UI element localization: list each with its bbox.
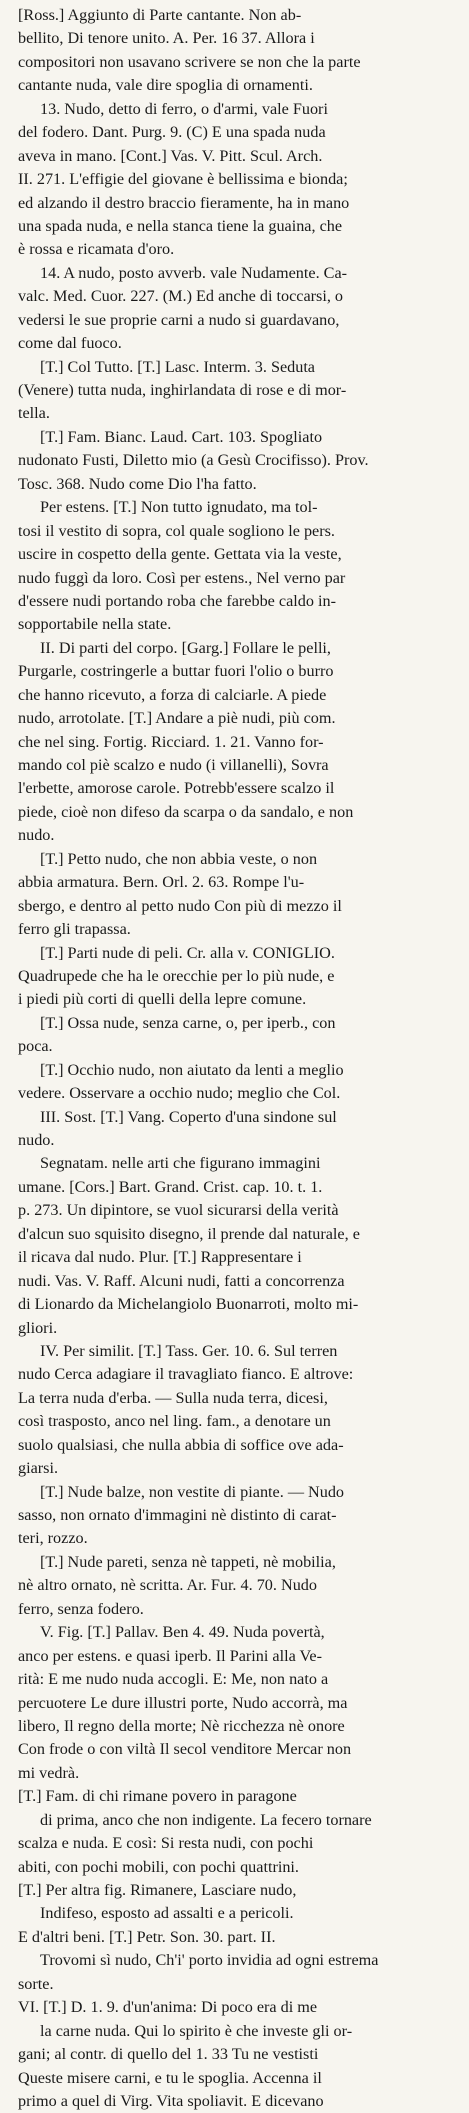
text-line: [Ross.] Aggiunto di Parte cantante. Non ab-: [18, 6, 302, 24]
text-line: nudo.: [18, 826, 55, 845]
text-line: primo a quel di Virg. Vita spoliavit. E dicevano: [18, 2091, 324, 2110]
text-line: nudo fuggì da loro. Così per estens., Nel verno par: [18, 568, 346, 587]
text-line: sbergo, e dentro al petto nudo Con più di mezzo il: [18, 896, 342, 915]
text-column: [18, 4, 460, 2113]
text-line: III. Sost. [T.] Vang. Coperto d'una sindone sul: [40, 1107, 337, 1126]
text-line: VI. [T.] D. 1. 9. d'un'anima: Di poco era di me: [18, 1998, 318, 2017]
text-line: uscire in cospetto della gente. Gettata via la veste,: [18, 545, 342, 564]
text-line: d'essere nudi portando roba che farebbe caldo in-: [18, 591, 336, 610]
text-line: giarsi.: [18, 1459, 59, 1478]
text-line: tosi il vestito di sopra, col quale sogliono le pers.: [18, 521, 335, 540]
text-line: La terra nuda d'erba. — Sulla nuda terra, dicesi,: [18, 1388, 328, 1407]
text-line: sorte.: [18, 1974, 54, 1993]
text-line: ferro, senza fodero.: [18, 1599, 144, 1618]
text-line: valc. Med. Cuor. 227. (M.) Ed anche di toccarsi, o: [18, 287, 344, 306]
text-line: nè altro ornato, nè scritta. Ar. Fur. 4. 70. Nudo: [18, 1576, 317, 1595]
text-line: d'alcun suo squisito disegno, il prende dal naturale, e: [18, 1224, 360, 1243]
text-line: II. Di parti del corpo. [Garg.] Follare le pelli,: [40, 638, 331, 657]
text-line: è rossa e ricamata d'oro.: [18, 240, 175, 259]
text-line: che nel sing. Fortig. Ricciard. 1. 21. Vanno for-: [18, 732, 324, 751]
text-line: l'erbette, amorose carole. Potrebb'essere scalzo il: [18, 779, 335, 798]
text-line: gani; al contr. di quello del 1. 33 Tu ne vestisti: [18, 2045, 319, 2064]
text-line: poca.: [18, 1037, 53, 1056]
text-line: così trasposto, anco nel ling. fam., a denotare un: [18, 1412, 331, 1431]
text-line: nudonato Fusti, Diletto mio (a Gesù Crocifisso). Prov.: [18, 451, 369, 470]
text-line: IV. Per similit. [T.] Tass. Ger. 10. 6. Sul terren: [40, 1341, 338, 1360]
text-line: Con frode o con viltà Il secol venditore Mercar non: [18, 1740, 352, 1759]
text-line: una spada nuda, e nella stanca tiene la guaina, che: [18, 216, 343, 235]
text-line: sasso, non ornato d'immagini nè distinto di carat-: [18, 1506, 337, 1524]
text-line: di Lionardo da Michelangiolo Buonarroti, molto mi-: [18, 1295, 359, 1314]
text-line: teri, rozzo.: [18, 1529, 88, 1548]
text-line: [T.] Fam. di chi rimane povero in paragone: [18, 1787, 297, 1806]
text-line: umane. [Cors.] Bart. Grand. Crist. cap. 10. t. 1.: [18, 1177, 323, 1196]
text-line: vedere. Osservare a occhio nudo; meglio che Col.: [18, 1084, 341, 1103]
text-line: Queste misere carni, e tu le spoglia. Accenna il: [18, 2068, 322, 2087]
text-line: rità: E me nudo nuda accogli. E: Me, non nato a: [18, 1670, 329, 1689]
text-line: che hanno ricevuto, a forza di calciarle. A piede: [18, 685, 327, 704]
text-line: [T.] Petto nudo, che non abbia veste, o non: [40, 849, 318, 868]
text-line: ed alzando il destro braccio fieramente, ha in mano: [18, 193, 350, 212]
text-line: nudo, arrotolate. [T.] Andare a piè nudi, più com.: [18, 709, 336, 728]
text-line: 14. A nudo, posto avverb. vale Nudamente. Ca-: [40, 263, 348, 282]
text-line: suolo qualsiasi, che nulla abbia di soffice ove ada-: [18, 1435, 344, 1454]
text-line: Indifeso, esposto ad assalti e a pericoli.: [40, 1904, 294, 1923]
text-line: piede, cioè non difeso da scarpa o da sandalo, e non: [18, 802, 354, 821]
text-line: Per estens. [T.] Non tutto ignudato, ma tol-: [40, 498, 318, 517]
text-line: come dal fuoco.: [18, 334, 122, 353]
text-line: il ricava dal nudo. Plur. [T.] Rappresentare i: [18, 1248, 302, 1267]
text-line: [T.] Parti nude di peli. Cr. alla v. CONIGLIO.: [40, 943, 335, 962]
text-line: p. 273. Un dipintore, se vuol sicurarsi della verità: [18, 1201, 339, 1220]
text-line: bellito, Di tenore unito. A. Per. 16 37. Allora i: [18, 29, 315, 48]
text-line: Segnatam. nelle arti che figurano immagini: [40, 1154, 321, 1173]
text-line: 13. Nudo, detto di ferro, o d'armi, vale Fuori: [40, 99, 328, 118]
text-line: di prima, anco che non indigente. La fecero tornare: [40, 1810, 372, 1829]
text-line: percuotere Le dure illustri porte, Nudo accorrà, ma: [18, 1693, 348, 1712]
text-line: sopportabile nella state.: [18, 615, 172, 634]
text-line: ferro gli trapassa.: [18, 920, 131, 939]
text-line: la carne nuda. Qui lo spirito è che investe gli or-: [40, 2021, 353, 2040]
text-line: (Venere) tutta nuda, inghirlandata di rose e di mor-: [18, 381, 347, 399]
text-line: i piedi più corti di quelli della lepre comune.: [18, 990, 307, 1009]
text-line: [T.] Per altra fig. Rimanere, Lasciare nudo,: [18, 1881, 297, 1899]
text-line: nudo Cerca adagiare il travagliato fianco. E altrove:: [18, 1365, 354, 1384]
text-line: E d'altri beni. [T.] Petr. Son. 30. part. II.: [18, 1927, 276, 1946]
text-line: [T.] Nude pareti, senza nè tappeti, nè mobilia,: [40, 1552, 336, 1571]
text-line: Quadrupede che ha le orecchie per lo più nude, e: [18, 966, 335, 985]
text-line: mi vedrà.: [18, 1763, 80, 1782]
text-line: tella.: [18, 404, 50, 423]
text-line: Trovomi sì nudo, Ch'i' porto invidia ad ogni estrema: [40, 1951, 379, 1970]
text-line: abiti, con pochi mobili, con pochi quattrini.: [18, 1857, 299, 1876]
text-line: Tosc. 368. Nudo come Dio l'ha fatto.: [18, 474, 257, 493]
text-line: gliori.: [18, 1318, 58, 1337]
text-line: abbia armatura. Bern. Orl. 2. 63. Rompe l'u-: [18, 873, 305, 892]
text-line: mando col piè scalzo e nudo (i villanelli), Sovra: [18, 756, 329, 774]
text-line: [T.] Occhio nudo, non aiutato da lenti a meglio: [40, 1060, 344, 1079]
text-line: anco per estens. e quasi iperb. Il Parini alla Ve-: [18, 1646, 323, 1665]
text-line: [T.] Ossa nude, senza carne, o, per iperb., con: [40, 1013, 336, 1032]
text-line: del fodero. Dant. Purg. 9. (C) E una spada nuda: [18, 123, 326, 142]
text-line: Purgarle, costringerle a buttar fuori l'olio o burro: [18, 662, 334, 681]
text-line: compositori non usavano scrivere se non che la parte: [18, 52, 361, 71]
text-line: II. 271. L'effigie del giovane è bellissima e bionda;: [18, 170, 348, 189]
text-line: [T.] Fam. Bianc. Laud. Cart. 103. Spogliato: [40, 427, 323, 446]
text-line: aveva in mano. [Cont.] Vas. V. Pitt. Scul. Arch.: [18, 146, 323, 165]
text-line: [T.] Nude balze, non vestite di piante. — Nudo: [40, 1482, 345, 1501]
text-line: [T.] Col Tutto. [T.] Lasc. Interm. 3. Seduta: [40, 357, 315, 376]
text-line: nudi. Vas. V. Raff. Alcuni nudi, fatti a concorrenza: [18, 1271, 345, 1290]
text-line: scalza e nuda. E così: Si resta nudi, con pochi: [18, 1834, 314, 1853]
text-line: V. Fig. [T.] Pallav. Ben 4. 49. Nuda povertà,: [40, 1623, 325, 1642]
text-line: vedersi le sue proprie carni a nudo si guardavano,: [18, 310, 340, 329]
text-line: nudo.: [18, 1131, 55, 1149]
text-line: libero, Il regno della morte; Nè ricchezza nè onore: [18, 1716, 345, 1735]
text-line: cantante nuda, vale dire spoglia di ornamenti.: [18, 76, 313, 95]
